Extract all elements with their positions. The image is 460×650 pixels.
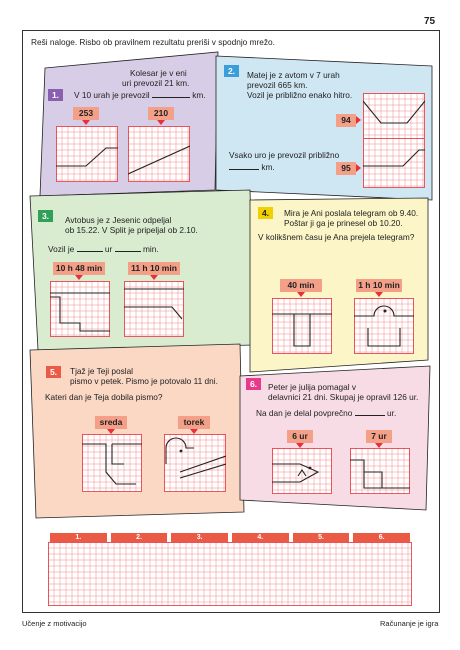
- arrow-down-icon: [157, 120, 165, 125]
- task6-grid-b: [350, 448, 410, 494]
- task6-answer-blank[interactable]: [355, 415, 385, 416]
- task4-question: V kolikšnem času je Ana prejela telegram?: [258, 232, 415, 242]
- task1-question: [74, 90, 206, 100]
- answer-column-header: 2.: [111, 533, 168, 542]
- task5-option-a[interactable]: sreda: [95, 416, 127, 429]
- task5-option-b[interactable]: torek: [178, 416, 210, 429]
- task4-option-b[interactable]: 1 h 10 min: [356, 279, 402, 292]
- arrow-down-icon: [150, 275, 158, 280]
- task1-line2: uri prevozil 21 km.: [122, 78, 190, 88]
- answer-column-header: 6.: [353, 533, 410, 542]
- task3-question: [48, 244, 159, 254]
- task1-question-text: V 10 urah je prevozil: [74, 90, 150, 100]
- task1-grid-a: [56, 126, 118, 182]
- task5-grid-a: [82, 434, 142, 492]
- task2-question: Vsako uro je prevozil približno: [229, 150, 340, 160]
- task6-badge: 6.: [246, 378, 261, 390]
- task6-question: [256, 408, 396, 418]
- task2-grid-b: [363, 138, 425, 188]
- task4-line2: Poštar ji ga je prinesel ob 10.20.: [284, 218, 403, 228]
- arrow-down-icon: [375, 292, 383, 297]
- arrow-down-icon: [75, 275, 83, 280]
- task6-grid-a: [272, 448, 332, 494]
- answer-column-header: 1.: [50, 533, 107, 542]
- page-number: 75: [424, 16, 436, 27]
- task2-option-b[interactable]: 95: [336, 162, 356, 175]
- task6-line1: Peter je julija pomagal v: [268, 382, 357, 392]
- task3-grid-b: [124, 281, 184, 337]
- task3-hours-blank[interactable]: [77, 251, 103, 252]
- task1-badge: 1.: [48, 89, 63, 101]
- task2-line3: Vozil je približno enako hitro.: [247, 90, 353, 100]
- task3-minutes-blank[interactable]: [115, 251, 141, 252]
- task3-line1: Avtobus je z Jesenic odpeljal: [65, 215, 172, 225]
- task3-q-c: min.: [142, 244, 159, 254]
- task5-line1: Tjaž je Teji poslal: [70, 366, 134, 376]
- answer-column-header: 4.: [232, 533, 289, 542]
- task5-line2: pismo v petek. Pismo je potovalo 11 dni.: [70, 376, 218, 386]
- arrow-right-icon: [356, 116, 361, 124]
- task2-line1: Matej je z avtom v 7 urah: [247, 70, 340, 80]
- task4-grid-b: [354, 298, 414, 354]
- task3-q-b: ur: [104, 244, 113, 254]
- task1-option-a[interactable]: 253: [73, 107, 99, 120]
- task4-line1: Mira je Ani poslala telegram ob 9.40.: [284, 208, 419, 218]
- arrow-down-icon: [82, 120, 90, 125]
- task3-q-a: Vozil je: [48, 244, 75, 254]
- task3-option-b[interactable]: 11 h 10 min: [128, 262, 180, 275]
- task6-option-a[interactable]: 6 ur: [287, 430, 313, 443]
- task1-question-unit: km.: [192, 90, 206, 100]
- answer-column-header: 3.: [171, 533, 228, 542]
- instruction: Reši naloge. Risbo ob pravilnem rezultatu preriši v spodnjo mrežo.: [31, 37, 275, 47]
- answer-grid[interactable]: [48, 542, 412, 606]
- task1-grid-b: [128, 126, 190, 182]
- task5-badge: 5.: [46, 366, 61, 378]
- task6-line2: delavnici 21 dni. Skupaj je opravil 126 ur.: [268, 392, 419, 402]
- task3-grid-a: [50, 281, 110, 337]
- task3-option-a[interactable]: 10 h 48 min: [53, 262, 105, 275]
- task2-answer-blank[interactable]: [229, 169, 259, 170]
- arrow-right-icon: [356, 164, 361, 172]
- task4-grid-a: [272, 298, 332, 354]
- task2-line2: prevozil 665 km.: [247, 80, 308, 90]
- footer-left: Učenje z motivacijo: [22, 619, 87, 628]
- footer-right: Računanje je igra: [380, 619, 439, 628]
- arrow-down-icon: [297, 292, 305, 297]
- task6-option-b[interactable]: 7 ur: [366, 430, 392, 443]
- task4-option-a[interactable]: 40 min: [280, 279, 322, 292]
- task2-option-a[interactable]: 94: [336, 114, 356, 127]
- task1-option-b[interactable]: 210: [148, 107, 174, 120]
- task6-q-a: Na dan je delal povprečno: [256, 408, 353, 418]
- task5-grid-b: [164, 434, 226, 492]
- task2-question-row: [229, 162, 275, 172]
- task2-grid-a: [363, 93, 425, 143]
- task2-badge: 2.: [224, 65, 239, 77]
- task2-question-unit: km.: [261, 162, 275, 172]
- task6-q-b: ur.: [387, 408, 397, 418]
- answer-column-header: 5.: [293, 533, 350, 542]
- task5-question: Kateri dan je Teja dobila pismo?: [45, 392, 163, 402]
- task4-badge: 4.: [258, 207, 273, 219]
- task1-answer-blank[interactable]: [152, 97, 190, 98]
- task3-badge: 3.: [38, 210, 53, 222]
- task1-line1: Kolesar je v eni: [130, 68, 187, 78]
- task3-line2: ob 15.22. V Split je pripeljal ob 2.10.: [65, 225, 198, 235]
